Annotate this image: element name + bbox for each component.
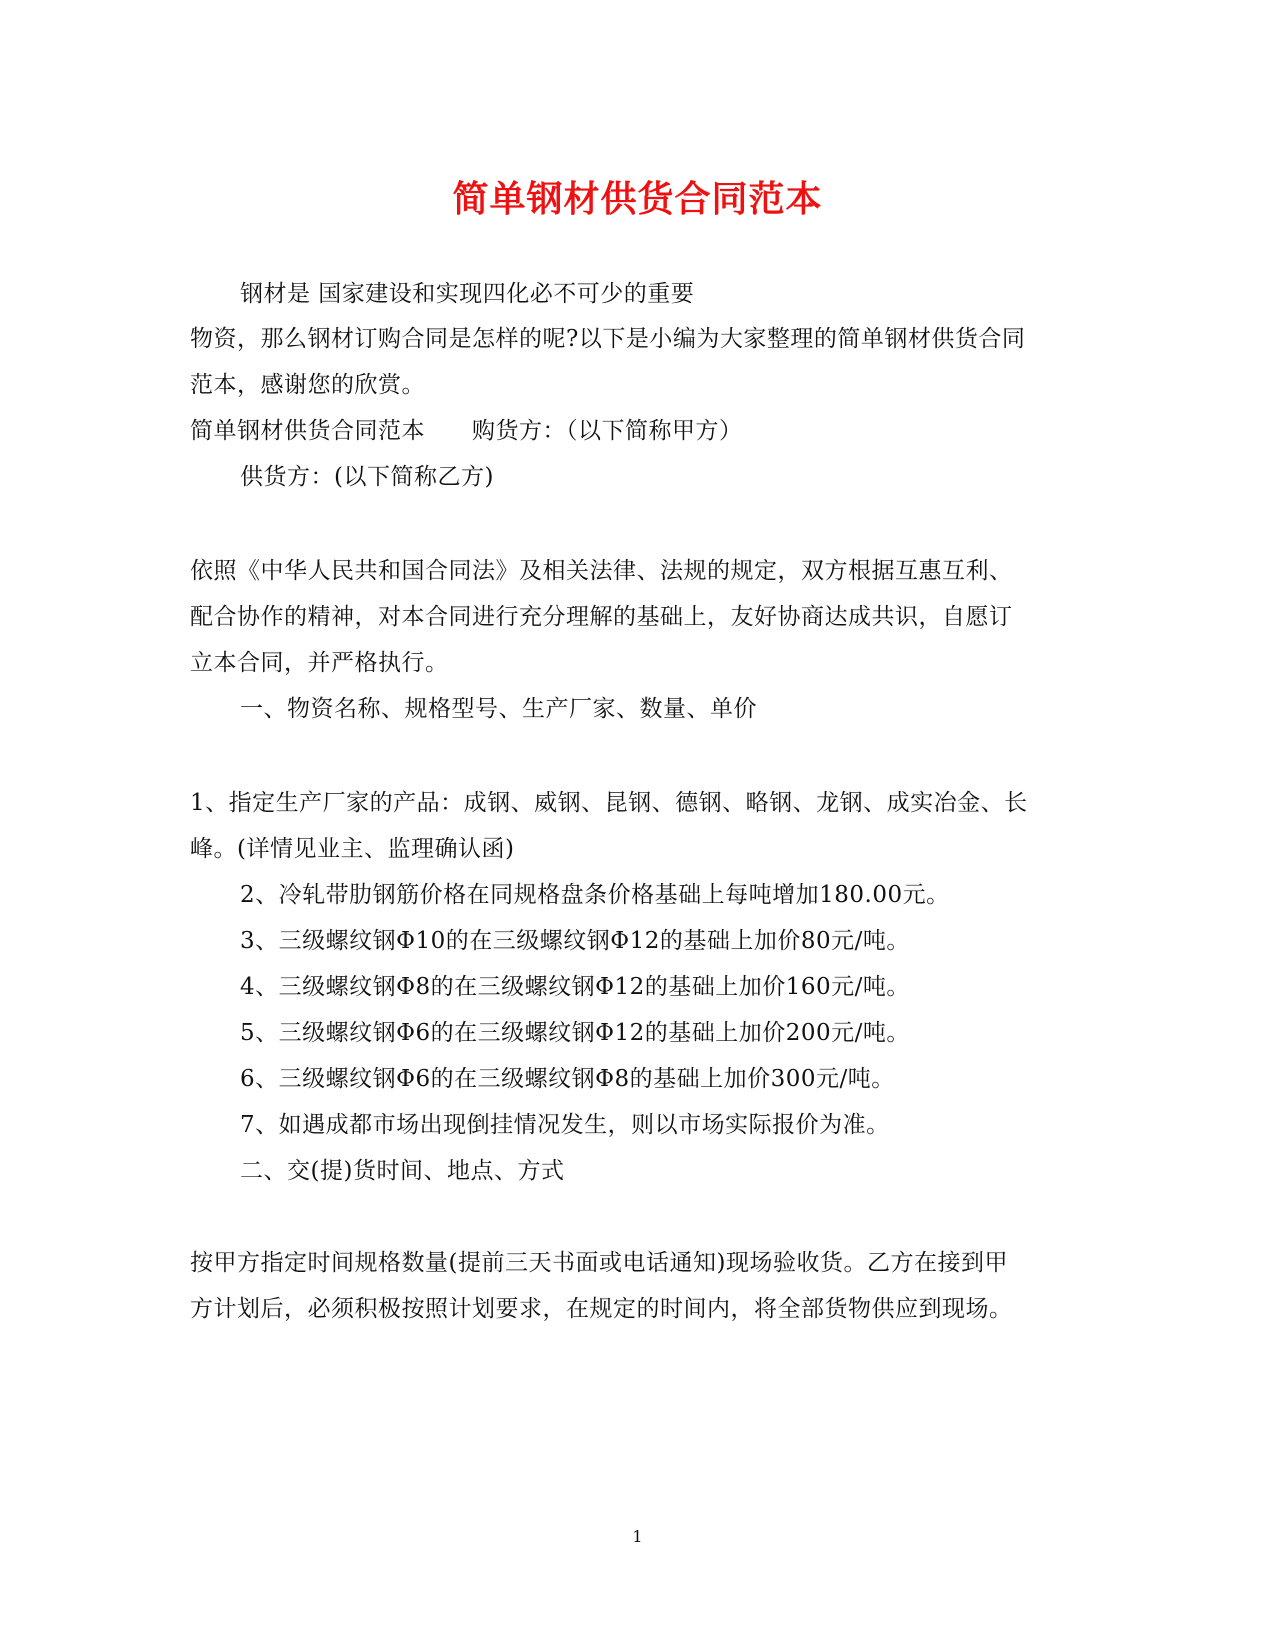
page-number: 1	[632, 1527, 643, 1546]
paragraph-line: 供货方：(以下简称乙方)	[240, 464, 494, 490]
paragraph-line: 按甲方指定时间规格数量(提前三天书面或电话通知)现场验收货。乙方在接到甲	[190, 1250, 1008, 1276]
section-heading: 一、物资名称、规格型号、生产厂家、数量、单价	[240, 696, 757, 722]
paragraph-line: 钢材是 国家建设和实现四化必不可少的重要	[240, 281, 695, 307]
list-item: 5、三级螺纹钢Φ6的在三级螺纹钢Φ12的基础上加价200元/吨。	[240, 1020, 910, 1046]
paragraph-line: 简单钢材供货合同范本 购货方：（以下简称甲方）	[190, 418, 743, 444]
list-item: 6、三级螺纹钢Φ6的在三级螺纹钢Φ8的基础上加价300元/吨。	[240, 1066, 895, 1092]
list-item: 1、指定生产厂家的产品：成钢、威钢、昆钢、德钢、略钢、龙钢、成实冶金、长	[190, 790, 1028, 816]
list-item: 3、三级螺纹钢Φ10的在三级螺纹钢Φ12的基础上加价80元/吨。	[240, 928, 910, 954]
paragraph-line: 物资，那么钢材订购合同是怎样的呢?以下是小编为大家整理的简单钢材供货合同	[190, 326, 1026, 352]
paragraph-line: 方计划后，必须积极按照计划要求，在规定的时间内，将全部货物供应到现场。	[190, 1296, 1013, 1322]
paragraph-line: 配合协作的精神，对本合同进行充分理解的基础上，友好协商达成共识，自愿订	[190, 604, 1013, 630]
paragraph-line: 依照《中华人民共和国合同法》及相关法律、法规的规定，双方根据互惠互利、	[190, 558, 1013, 584]
list-item: 2、冷轧带肋钢筋价格在同规格盘条价格基础上每吨增加180.00元。	[240, 882, 950, 908]
paragraph-line: 范本，感谢您的欣赏。	[190, 372, 425, 398]
section-heading: 二、交(提)货时间、地点、方式	[240, 1158, 565, 1184]
paragraph-line: 立本合同，并严格执行。	[190, 650, 449, 676]
list-item: 4、三级螺纹钢Φ8的在三级螺纹钢Φ12的基础上加价160元/吨。	[240, 974, 910, 1000]
document-title: 简单钢材供货合同范本	[452, 178, 823, 220]
list-item: 峰。(详情见业主、监理确认函)	[190, 836, 515, 862]
list-item: 7、如遇成都市场出现倒挂情况发生，则以市场实际报价为准。	[240, 1112, 890, 1138]
